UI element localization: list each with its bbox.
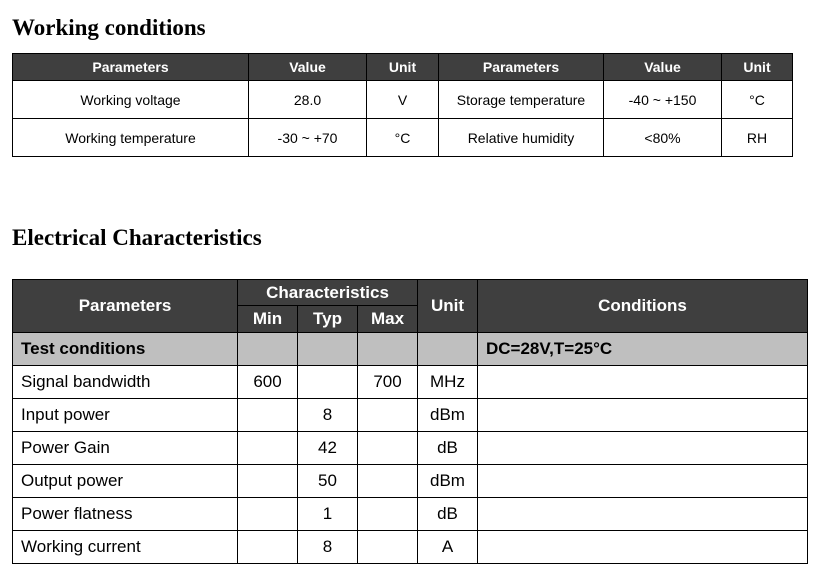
table-cell: Storage temperature: [439, 81, 604, 119]
unit-cell: dBm: [418, 399, 478, 432]
table-row: [13, 498, 808, 531]
table-cell: °C: [722, 81, 793, 119]
unit-cell: dBm: [418, 465, 478, 498]
table-row: [13, 119, 793, 157]
table-row: [13, 366, 808, 399]
table-cell: V: [367, 81, 439, 119]
min-cell: [238, 399, 298, 432]
cond-cell: [478, 498, 808, 531]
param-cell: Power flatness: [13, 498, 238, 531]
working-conditions-header-row: [13, 54, 793, 81]
cond-cell: [478, 366, 808, 399]
electrical-characteristics-table: [12, 279, 808, 564]
typ-cell: 8: [298, 399, 358, 432]
cond-cell: [478, 531, 808, 564]
unit-cell: dB: [418, 432, 478, 465]
table-row: [13, 531, 808, 564]
table-cell: Relative humidity: [439, 119, 604, 157]
typ-header: Typ: [298, 306, 358, 333]
column-header: Value: [604, 54, 722, 81]
column-header: Value: [249, 54, 367, 81]
max-cell: [358, 432, 418, 465]
table-cell: [298, 333, 358, 366]
conditions-header: Conditions: [478, 280, 808, 333]
table-cell: <80%: [604, 119, 722, 157]
typ-cell: 8: [298, 531, 358, 564]
column-header: Parameters: [439, 54, 604, 81]
test-conditions-row: [13, 333, 808, 366]
min-cell: [238, 531, 298, 564]
cond-cell: [478, 399, 808, 432]
table-cell: [358, 333, 418, 366]
table-cell: RH: [722, 119, 793, 157]
test-conditions-value: DC=28V,T=25°C: [478, 333, 808, 366]
max-cell: 700: [358, 366, 418, 399]
min-cell: [238, 432, 298, 465]
typ-cell: 1: [298, 498, 358, 531]
electrical-characteristics-title: Electrical Characteristics: [12, 225, 262, 250]
typ-cell: [298, 366, 358, 399]
param-cell: Power Gain: [13, 432, 238, 465]
max-cell: [358, 465, 418, 498]
unit-header: Unit: [418, 280, 478, 333]
working-conditions-table: [12, 53, 793, 157]
characteristics-header: Characteristics: [238, 280, 418, 306]
column-header: Unit: [367, 54, 439, 81]
cond-cell: [478, 432, 808, 465]
table-cell: 28.0: [249, 81, 367, 119]
max-cell: [358, 531, 418, 564]
table-row: [13, 399, 808, 432]
table-cell: [418, 333, 478, 366]
parameters-header: Parameters: [13, 280, 238, 333]
max-header: Max: [358, 306, 418, 333]
max-cell: [358, 399, 418, 432]
table-row: [13, 432, 808, 465]
typ-cell: 42: [298, 432, 358, 465]
param-cell: Output power: [13, 465, 238, 498]
table-row: [13, 465, 808, 498]
min-header: Min: [238, 306, 298, 333]
test-conditions-label: Test conditions: [13, 333, 238, 366]
table-cell: °C: [367, 119, 439, 157]
param-cell: Input power: [13, 399, 238, 432]
min-cell: [238, 465, 298, 498]
unit-cell: MHz: [418, 366, 478, 399]
column-header: Parameters: [13, 54, 249, 81]
column-header: Unit: [722, 54, 793, 81]
working-conditions-title: Working conditions: [12, 15, 206, 40]
unit-cell: A: [418, 531, 478, 564]
min-cell: [238, 498, 298, 531]
unit-cell: dB: [418, 498, 478, 531]
table-cell: -30 ~ +70: [249, 119, 367, 157]
electrical-header-row: [13, 280, 808, 306]
cond-cell: [478, 465, 808, 498]
param-cell: Signal bandwidth: [13, 366, 238, 399]
param-cell: Working current: [13, 531, 238, 564]
typ-cell: 50: [298, 465, 358, 498]
table-cell: Working temperature: [13, 119, 249, 157]
max-cell: [358, 498, 418, 531]
table-cell: -40 ~ +150: [604, 81, 722, 119]
table-cell: [238, 333, 298, 366]
table-row: [13, 81, 793, 119]
table-cell: Working voltage: [13, 81, 249, 119]
min-cell: 600: [238, 366, 298, 399]
